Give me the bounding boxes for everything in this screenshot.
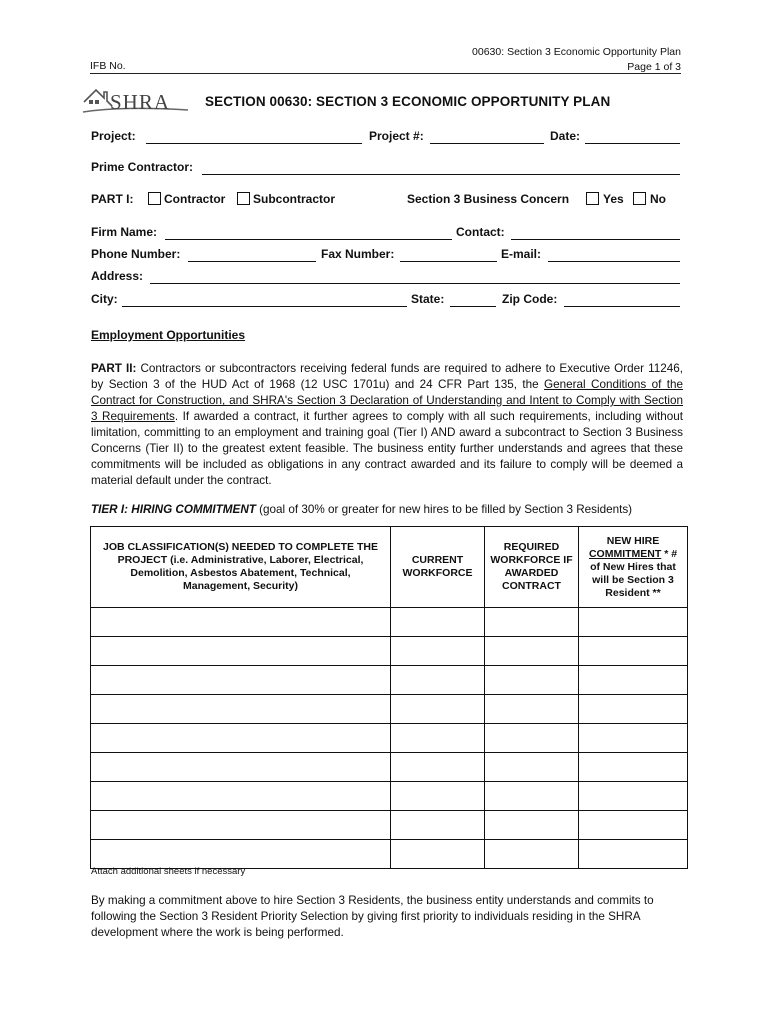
tier1-label: TIER I: HIRING COMMITMENT	[91, 503, 256, 516]
job-classification-cell[interactable]	[91, 782, 391, 811]
current-workforce-cell[interactable]	[391, 637, 485, 666]
new-hire-cell[interactable]	[579, 753, 688, 782]
city-field[interactable]	[122, 293, 407, 307]
project-number-field[interactable]	[430, 130, 544, 144]
page-title: SECTION 00630: SECTION 3 ECONOMIC OPPORTUNITY PLAN	[205, 94, 611, 109]
document-name: 00630: Section 3 Economic Opportunity Plan	[472, 46, 681, 58]
new-hire-cell[interactable]	[579, 840, 688, 869]
job-classification-cell[interactable]	[91, 811, 391, 840]
yes-label: Yes	[603, 192, 624, 206]
required-workforce-cell[interactable]	[485, 782, 579, 811]
tier1-goal: (goal of 30% or greater for new hires to be filled by Section 3 Residents)	[255, 503, 633, 516]
email-field[interactable]	[548, 248, 680, 262]
logo-text: SHRA	[110, 90, 171, 114]
prime-contractor-label: Prime Contractor:	[91, 160, 194, 174]
new-hire-cell[interactable]	[579, 637, 688, 666]
project-field[interactable]	[146, 130, 362, 144]
job-classification-cell[interactable]	[91, 608, 391, 637]
table-row	[91, 840, 688, 869]
current-workforce-cell[interactable]	[391, 666, 485, 695]
city-label: City:	[91, 292, 118, 306]
state-label: State:	[411, 292, 445, 306]
new-hire-cell[interactable]	[579, 724, 688, 753]
required-workforce-cell[interactable]	[485, 811, 579, 840]
part2-text-a: Contractors or subcontractors receiving federal funds are required to adhere to Executive Order 11246, by Section 3 of the HUD Act of 1968 (12 USC 1701u) and 24 CFR Part 135, the	[91, 362, 683, 391]
new-hire-cell[interactable]	[579, 666, 688, 695]
table-row	[91, 695, 688, 724]
phone-label: Phone Number:	[91, 247, 181, 261]
table-row	[91, 666, 688, 695]
new-hire-cell[interactable]	[579, 695, 688, 724]
table-row	[91, 637, 688, 666]
contact-label: Contact:	[456, 225, 505, 239]
subcontractor-checkbox[interactable]	[237, 192, 250, 205]
state-field[interactable]	[450, 293, 496, 307]
contractor-label: Contractor	[164, 192, 226, 206]
current-workforce-cell[interactable]	[391, 840, 485, 869]
subcontractor-label: Subcontractor	[253, 192, 336, 206]
project-label: Project:	[91, 129, 136, 143]
table-row	[91, 608, 688, 637]
part2-label: PART II:	[91, 362, 137, 375]
required-workforce-cell[interactable]	[485, 666, 579, 695]
job-classification-cell[interactable]	[91, 666, 391, 695]
new-hire-commitment-header: NEW HIRE COMMITMENT * # of New Hires that will be Section 3 Resident **	[579, 527, 688, 608]
current-workforce-cell[interactable]	[391, 724, 485, 753]
required-workforce-cell[interactable]	[485, 840, 579, 869]
current-workforce-cell[interactable]	[391, 695, 485, 724]
contractor-checkbox[interactable]	[148, 192, 161, 205]
required-workforce-cell[interactable]	[485, 695, 579, 724]
required-workforce-cell[interactable]	[485, 724, 579, 753]
zip-label: Zip Code:	[502, 292, 558, 306]
table-row	[91, 782, 688, 811]
job-classification-cell[interactable]	[91, 637, 391, 666]
job-classification-cell[interactable]	[91, 753, 391, 782]
phone-field[interactable]	[188, 248, 316, 262]
new-hire-cell[interactable]	[579, 811, 688, 840]
required-workforce-cell[interactable]	[485, 753, 579, 782]
table-row	[91, 811, 688, 840]
no-label: No	[650, 192, 666, 206]
attach-note: Attach additional sheets if necessary	[91, 866, 246, 877]
firm-name-label: Firm Name:	[91, 225, 158, 239]
table-header-row	[91, 527, 688, 608]
business-concern-label: Section 3 Business Concern	[407, 192, 570, 206]
current-workforce-cell[interactable]	[391, 782, 485, 811]
table-row	[91, 753, 688, 782]
project-number-label: Project #:	[369, 129, 424, 143]
yes-checkbox[interactable]	[586, 192, 599, 205]
part2-conditions-link: General Conditions of the Contract for Construction, and SHRA's Section 3 Declaration of Understanding and Intent to Comply with Section 3 Requirements	[91, 378, 683, 423]
job-classification-cell[interactable]	[91, 724, 391, 753]
current-workforce-header: CURRENT WORKFORCE	[391, 527, 485, 608]
hiring-commitment-table	[90, 526, 688, 869]
date-label: Date:	[550, 129, 581, 143]
part2-text-b: . If awarded a contract, it further agrees to comply with all such requirements, including without limitation, committing to an employment and training goal (Tier I) AND award a subcontract to Section 3 Business Concerns (Tier II) to the greatest extent feasible. The business entity further understands and agrees that these commitments will be included as obligations in any contract awarded and its failure to comply will be deemed a material default under the contract.	[91, 410, 683, 487]
job-classification-header: JOB CLASSIFICATION(S) NEEDED TO COMPLETE THE PROJECT (i.e. Administrative, Laborer, Electrical, Demolition, Asbestos Abatement, Technical, Management, Security)	[91, 527, 391, 608]
job-classification-cell[interactable]	[91, 840, 391, 869]
closing-paragraph: By making a commitment above to hire Section 3 Residents, the business entity understands and commits to following the Section 3 Resident Priority Selection by giving first priority to individuals residing in the SHRA development where the work is being performed.	[91, 894, 654, 939]
table-row	[91, 724, 688, 753]
header-divider	[90, 73, 681, 74]
fax-field[interactable]	[400, 248, 497, 262]
part1-label: PART I:	[91, 192, 134, 206]
shra-logo	[82, 82, 190, 118]
email-label: E-mail:	[501, 247, 542, 261]
part2-paragraph	[91, 361, 683, 489]
address-field[interactable]	[150, 270, 680, 284]
address-label: Address:	[91, 269, 144, 283]
job-classification-cell[interactable]	[91, 695, 391, 724]
prime-contractor-field[interactable]	[202, 161, 680, 175]
current-workforce-cell[interactable]	[391, 811, 485, 840]
no-checkbox[interactable]	[633, 192, 646, 205]
page-number: Page 1 of 3	[627, 61, 681, 73]
zip-field[interactable]	[564, 293, 680, 307]
firm-name-field[interactable]	[165, 226, 452, 240]
tier1-heading	[91, 503, 632, 516]
contact-field[interactable]	[511, 226, 680, 240]
employment-heading: Employment Opportunities	[91, 328, 246, 342]
new-hire-cell[interactable]	[579, 782, 688, 811]
fax-label: Fax Number:	[321, 247, 395, 261]
required-workforce-cell[interactable]	[485, 637, 579, 666]
current-workforce-cell[interactable]	[391, 608, 485, 637]
new-hire-cell[interactable]	[579, 608, 688, 637]
ifb-label: IFB No.	[90, 60, 126, 72]
required-workforce-header: REQUIRED WORKFORCE IF AWARDED CONTRACT	[485, 527, 579, 608]
current-workforce-cell[interactable]	[391, 753, 485, 782]
required-workforce-cell[interactable]	[485, 608, 579, 637]
date-field[interactable]	[585, 130, 680, 144]
